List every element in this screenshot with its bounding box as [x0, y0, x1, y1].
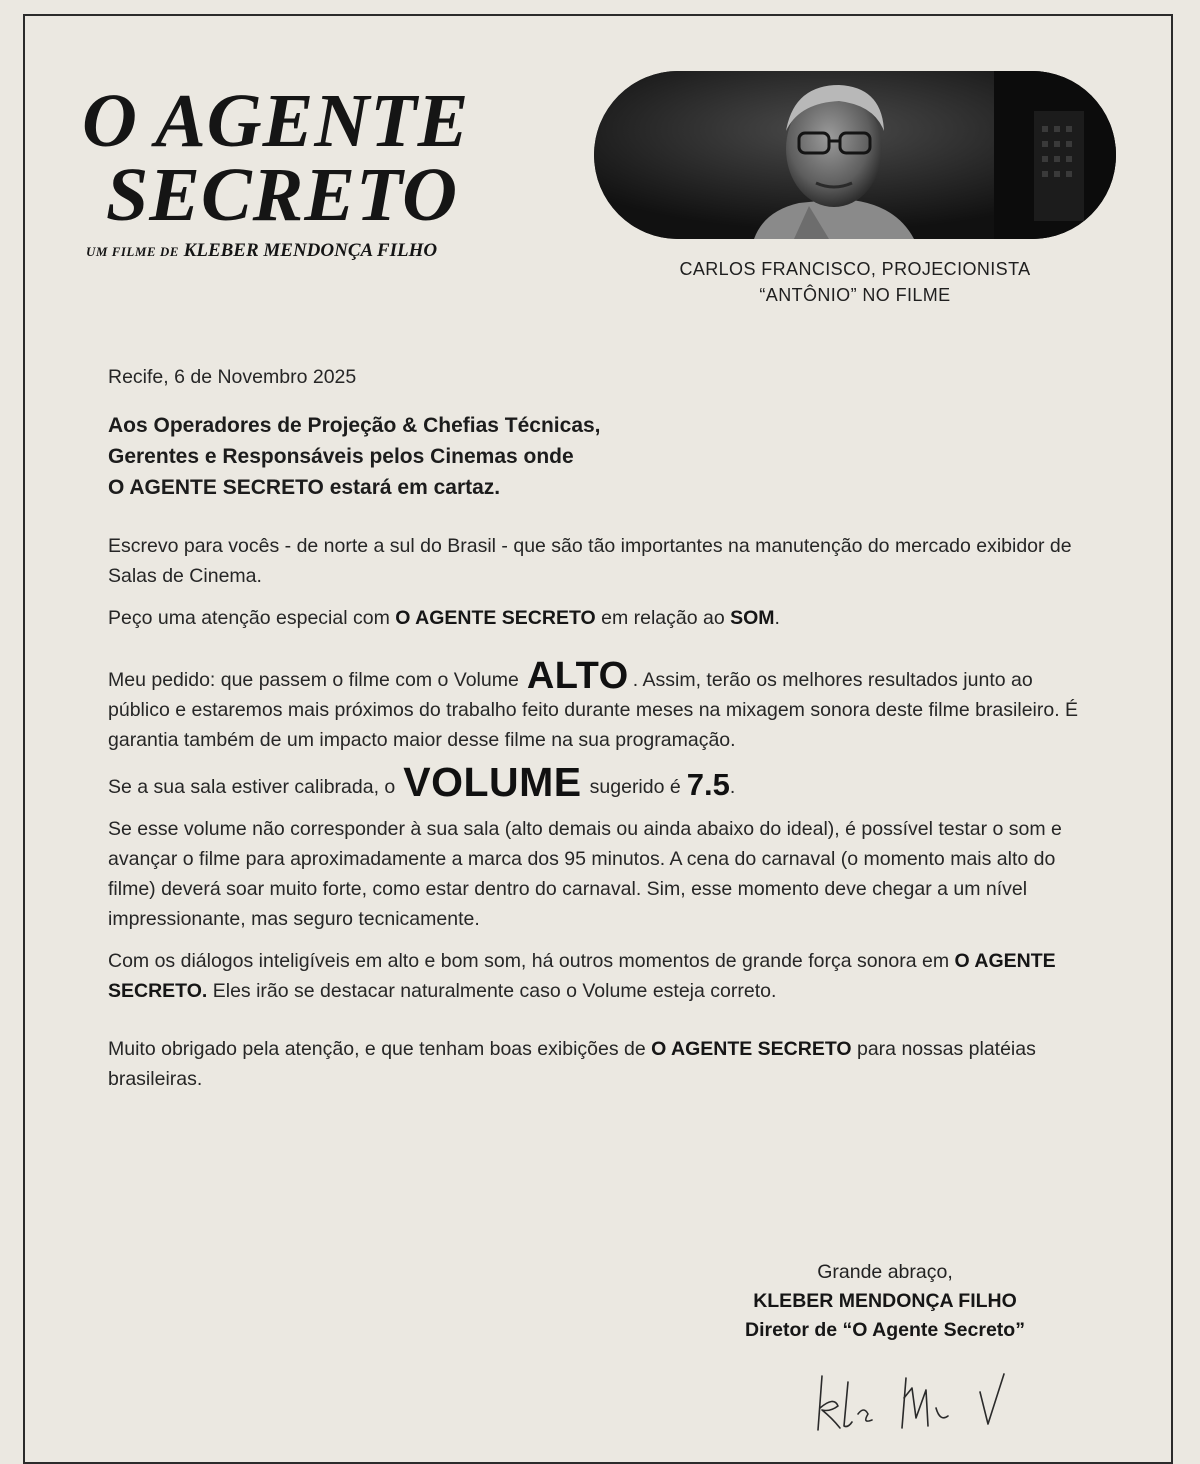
letter-body [108, 362, 1098, 1106]
request-text-rest: . Assim, terão os melhores resultados junto ao público e estaremos mais próximos do trabalho feito durante meses na mixagem sonora deste filme brasileiro. É garantia também de um impacto maior desse filme na sua programação. [108, 669, 1079, 751]
thanks-film-title: O AGENTE SECRETO [651, 1038, 852, 1060]
volume-text-end: . [729, 776, 736, 798]
signoff-closing: Grande abraço, [817, 1261, 953, 1283]
signoff [700, 1258, 1070, 1345]
attention-film-title: O AGENTE SECRETO [395, 607, 596, 629]
paragraph-request [108, 655, 1098, 755]
thanks-text: Muito obrigado pela atenção, e que tenham boas exibições de [108, 1038, 652, 1060]
request-alto-emphasis: ALTO [526, 655, 629, 697]
paragraph-intro: Escrevo para vocês - de norte a sul do Brasil - que são tão importantes na manutenção do mercado exibidor de Salas de Cinema. [108, 535, 1072, 587]
dialogues-film-title: O AGENTE SECRETO. [108, 950, 1056, 1002]
byline [86, 240, 437, 262]
dialogues-text: Com os diálogos inteligíveis em alto e bom som, há outros momentos de grande força sonora em [108, 950, 955, 972]
volume-value: 7.5 [686, 767, 730, 802]
recipient-line-2: Gerentes e Responsáveis pelos Cinemas onde [108, 445, 574, 468]
letter-date: Recife, 6 de Novembro 2025 [108, 366, 357, 388]
handwritten-signature [808, 1368, 1038, 1432]
paragraph-volume [108, 759, 1098, 805]
photo-caption-line-1: CARLOS FRANCISCO, PROJECIONISTA [679, 259, 1031, 279]
paragraph-attention [108, 603, 1098, 633]
film-title [82, 79, 470, 237]
volume-text-mid: sugerido é [589, 776, 681, 798]
recipient-line-3: O AGENTE SECRETO estará em cartaz. [108, 476, 501, 499]
dialogues-text-end: Eles irão se destacar naturalmente caso o Volume esteja correto. [207, 980, 777, 1002]
volume-emphasis: VOLUME [403, 759, 582, 805]
recipient-line-1: Aos Operadores de Projeção & Chefias Técnicas, [108, 414, 601, 437]
attention-text-end: . [774, 607, 780, 629]
attention-text: Peço uma atenção especial com [108, 607, 396, 629]
signoff-role: Diretor de “O Agente Secreto” [745, 1319, 1025, 1341]
film-title-line-1: O AGENTE [82, 79, 470, 163]
paragraph-dialogues [108, 946, 1098, 1006]
signoff-name: KLEBER MENDONÇA FILHO [753, 1290, 1017, 1312]
projectionist-portrait-image [594, 71, 1116, 239]
volume-text: Se a sua sala estiver calibrada, o [108, 776, 396, 798]
attention-som: SOM [730, 607, 775, 629]
paragraph-thanks [108, 1034, 1098, 1094]
request-text: Meu pedido: que passem o filme com o Volume [108, 669, 519, 691]
letter-recipient [108, 410, 1098, 503]
byline-prefix: UM FILME DE [86, 244, 179, 259]
photo-caption-line-2: “ANTÔNIO” NO FILME [759, 285, 951, 305]
film-title-line-2: SECRETO [106, 153, 458, 237]
projectionist-photo [594, 71, 1116, 239]
attention-text-mid: em relação ao [595, 607, 731, 629]
thanks-text-end: para nossas platéias brasileiras. [108, 1038, 1036, 1090]
byline-director: KLEBER MENDONÇA FILHO [183, 240, 438, 261]
paragraph-carnival: Se esse volume não corresponder à sua sala (alto demais ou ainda abaixo do ideal), é possível testar o som e avançar o filme para aproximadamente a marca dos 95 minutos. A cena do carnaval (o momento mais alto do filme) deverá soar muito forte, como estar dentro do carnaval. Sim, esse momento deve chegar a um nível impressionante, mas seguro tecnicamente. [108, 818, 1062, 930]
photo-caption [620, 256, 1090, 308]
